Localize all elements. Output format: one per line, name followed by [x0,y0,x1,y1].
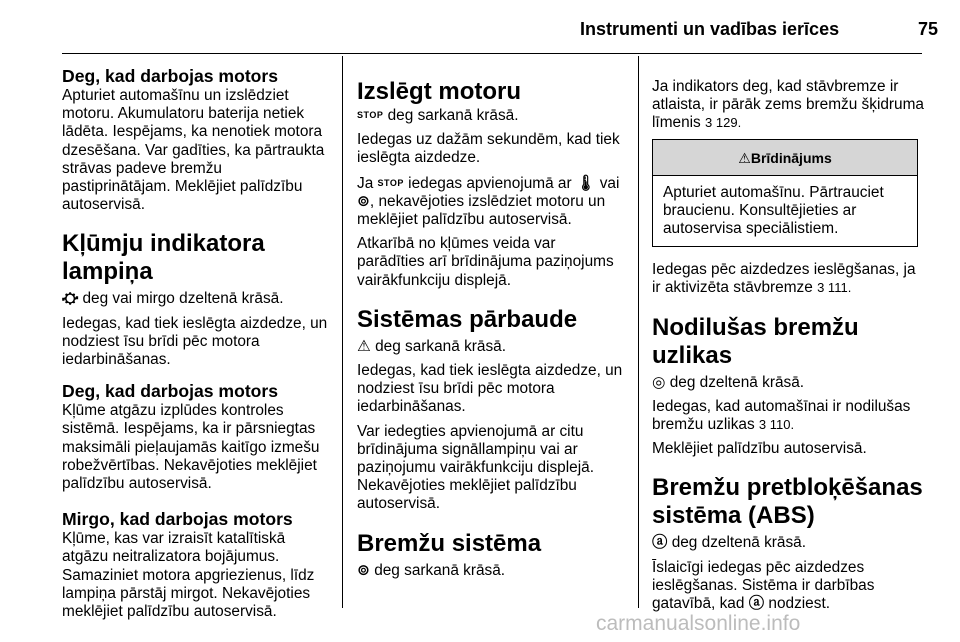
brake-pad-wear-icon: ◎ [652,373,666,391]
text-fragment: , nekavējoties izslēdziet motoru un meklējiet palīdzību autoservisā. [357,192,606,229]
page-header [0,0,960,48]
section-heading: Deg, kad darbojas motors [62,66,279,86]
parking-brake-text: Iedegas pēc aizdedzes ieslēgšanas, ja ir aktivizēta stāvbremze [652,261,916,297]
warning-title: Brīdinājums [750,149,832,166]
abs-icon: ⓐ [652,534,668,552]
page-title: Instrumenti un vadības ierīces [580,19,840,39]
header-divider [62,53,922,54]
column-left [62,66,332,627]
section-text: Meklējiet palīdzību autoservisā. [652,440,867,458]
page-reference: 3 129. [705,115,742,131]
section-text: Iedegas, kad tiek ieslēgta aizdedze, un nodziest īsu brīdi pēc motora iedarbināšanas. [62,314,328,369]
icon-description: deg sarkanā krāsā. [375,337,506,355]
page-number: 75 [917,19,938,39]
section-title: Nodilušas bremžu uzlikas [652,313,859,369]
icon-description: deg sarkanā krāsā. [387,107,519,124]
column-middle [357,78,625,586]
coolant-temperature-icon: 🌡 [575,174,596,192]
section-text: Iedegas uz dažām sekundēm, kad tiek ieslēgta aizdedze. [357,131,620,167]
warning-header [653,140,917,176]
section-engine-flashing [62,509,332,621]
section-title: Bremžu pretbloķēšanas sistēma (ABS) [652,474,923,530]
icon-description: deg dzeltenā krāsā. [669,373,805,391]
section-title: Kļūmju indikatora lampiņa [62,230,265,286]
section-engine-running-2 [62,381,332,493]
text-fragment: Ja [357,174,374,192]
watermark: carmanualsonline.info [596,612,801,635]
section-title: Sistēmas pārbaude [357,305,578,333]
section-text: Iedegas, kad tiek ieslēgta aizdedze, un nodziest īsu brīdi pēc motora iedarbināšanas. [357,362,623,416]
engine-check-icon: ⛮ [62,290,79,308]
column-divider-1 [342,56,343,608]
section-malfunction-indicator [62,230,332,369]
section-text: Īslaicīgi iedegas pēc aizdedzes ieslēgšanas. Sistēma ir darbības gatavībā, kad [652,558,875,613]
icon-description: deg vai mirgo dzeltenā krāsā. [82,290,284,308]
section-system-check [357,306,625,514]
section-abs [652,474,924,613]
section-title: Bremžu sistēma [357,529,542,557]
stop-icon: STOP [377,177,404,188]
brake-fluid-text: Ja indikators deg, kad stāvbremze ir atlaista, ir pārāk zems bremžu šķidruma līmenis [652,78,924,132]
text-fragment: vai [599,174,620,192]
section-text: Kļūme atgāzu izplūdes kontroles sistēmā. Iespējams, ka ir pārsniegtas maksimāli pieļaujamās kaitīgo izmešu robežvērtības. Nekavējoties meklējiet palīdzību autoservisā. [62,402,320,493]
section-brake-system [357,530,625,580]
column-right [652,78,924,619]
section-engine-running [62,66,332,214]
section-text: Apturiet automašīnu un izslēdziet motoru. Akumulatoru baterija netiek lādēta. Iespējams, ka nenotiek motora dzesēšana. Var gadīties, ka pārtraukta strāvas padeve bremžu pastiprinātājam. Meklējiet palīdzību autoservisā. [62,87,325,214]
brake-system-icon: ⊚ [357,561,370,579]
section-text: nodziest. [768,595,830,613]
abs-icon: ⓐ [748,595,765,613]
section-heading: Mirgo, kad darbojas motors [62,509,293,530]
stop-icon: STOP [357,110,384,120]
page-reference: 3 110. [758,417,795,433]
warning-triangle-icon: ⚠ [738,149,751,166]
section-text: Iedegas, kad automašīnai ir nodilušas bremžu uzlikas [652,397,911,434]
text-fragment: iedegas apvienojumā ar [408,174,572,192]
section-heading: Deg, kad darbojas motors [62,381,279,402]
brake-system-icon: ⊚ [357,192,370,210]
section-text: Var iedegties apvienojumā ar citu brīdinājuma signāllampiņu vai ar paziņojumu vairākfunkciju displejā. Nekavējoties meklējiet palīdzību autoservisā. [357,422,594,513]
icon-description: deg dzeltenā krāsā. [671,534,807,552]
section-stop-engine [357,78,625,290]
section-title: Izslēgt motoru [357,78,522,105]
system-check-icon: ⚠ [357,337,371,355]
section-text: Atkarībā no kļūmes veida var parādīties arī brīdinājuma paziņojums vairākfunkciju displejā. [357,235,614,289]
icon-description: deg sarkanā krāsā. [374,561,506,579]
section-brake-pads [652,314,924,459]
page-reference: 3 111. [817,280,852,296]
warning-box [652,139,918,248]
column-divider-2 [638,56,639,608]
section-text: Kļūme, kas var izraisīt katalītiskā atgāzu neitralizatora bojājumus. Samaziniet motora apgriezienus, līdz lampiņa pārstāj mirgot. Nekavējoties meklējiet palīdzību autoservisā. [62,530,315,621]
warning-text: Apturiet automašīnu. Pārtrauciet braucienu. Konsultējieties ar autoservisa speciālistiem. [663,183,884,238]
